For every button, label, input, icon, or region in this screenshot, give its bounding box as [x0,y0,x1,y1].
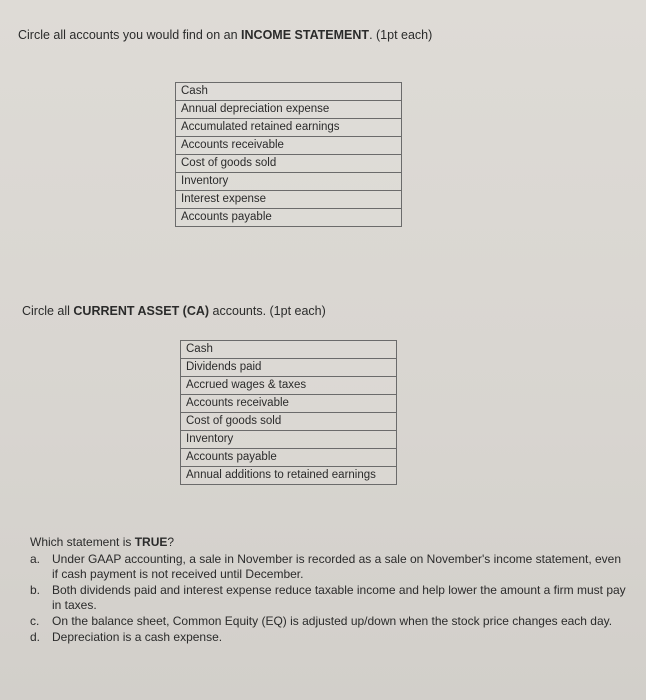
option-letter: c. [30,614,40,628]
answer-option-a[interactable] [30,552,630,582]
table-row[interactable] [176,155,402,173]
answer-option-c[interactable] [30,614,630,629]
account-cell[interactable]: Inventory [176,173,402,191]
option-text: Both dividends paid and interest expense reduce taxable income and help lower the amount a firm must pay in taxes. [52,583,626,612]
table-row[interactable] [181,413,397,431]
account-cell[interactable]: Accounts receivable [176,137,402,155]
answer-option-b[interactable] [30,583,630,613]
account-cell[interactable]: Cost of goods sold [176,155,402,173]
answer-option-d[interactable] [30,630,630,645]
account-cell[interactable]: Inventory [181,431,397,449]
account-cell[interactable]: Annual depreciation expense [176,101,402,119]
option-text: On the balance sheet, Common Equity (EQ) is adjusted up/down when the stock price changes each day. [52,614,613,628]
q3-stem-suffix: ? [167,535,175,549]
option-letter: a. [30,552,41,566]
account-cell[interactable]: Interest expense [176,191,402,209]
question-3-stem [30,535,630,549]
option-text: Under GAAP accounting, a sale in November is recorded as a sale on November's income statement, even if cash payment is not received until December. [52,552,622,581]
account-cell[interactable]: Dividends paid [181,359,397,377]
account-cell[interactable]: Accrued wages & taxes [181,377,397,395]
table-row[interactable] [176,119,402,137]
q1-emphasis: INCOME STATEMENT [241,28,370,42]
account-cell[interactable]: Cost of goods sold [181,413,397,431]
account-cell[interactable]: Accounts receivable [181,395,397,413]
question-1-prompt [18,28,432,42]
account-cell[interactable]: Cash [181,341,397,359]
q3-stem-emphasis: TRUE [134,535,168,549]
option-text: Depreciation is a cash expense. [52,630,223,644]
table-row[interactable] [176,83,402,101]
income-statement-accounts-table [175,82,402,227]
table-row[interactable] [181,377,397,395]
table-row[interactable] [176,101,402,119]
table-row[interactable] [181,449,397,467]
table-row[interactable] [176,137,402,155]
table-row[interactable] [181,395,397,413]
table-row[interactable] [181,431,397,449]
q2-prefix: Circle all [22,304,74,318]
question-2-prompt [22,304,326,318]
q1-prefix: Circle all accounts you would find on an [18,28,242,42]
current-asset-accounts-table [180,340,397,485]
table-row[interactable] [181,341,397,359]
q2-emphasis: CURRENT ASSET (CA) [73,304,210,318]
account-cell[interactable]: Annual additions to retained earnings [181,467,397,485]
account-cell[interactable]: Accumulated retained earnings [176,119,402,137]
q3-stem-prefix: Which statement is [30,535,135,549]
table-row[interactable] [176,173,402,191]
table-row[interactable] [176,191,402,209]
table-row[interactable] [176,209,402,227]
table-row[interactable] [181,467,397,485]
option-letter: b. [30,583,41,597]
q2-suffix: accounts. (1pt each) [209,304,326,318]
question-3 [30,535,630,646]
account-cell[interactable]: Accounts payable [181,449,397,467]
table-row[interactable] [181,359,397,377]
account-cell[interactable]: Accounts payable [176,209,402,227]
option-letter: d. [30,630,41,644]
q1-suffix: . (1pt each) [369,28,433,42]
account-cell[interactable]: Cash [176,83,402,101]
